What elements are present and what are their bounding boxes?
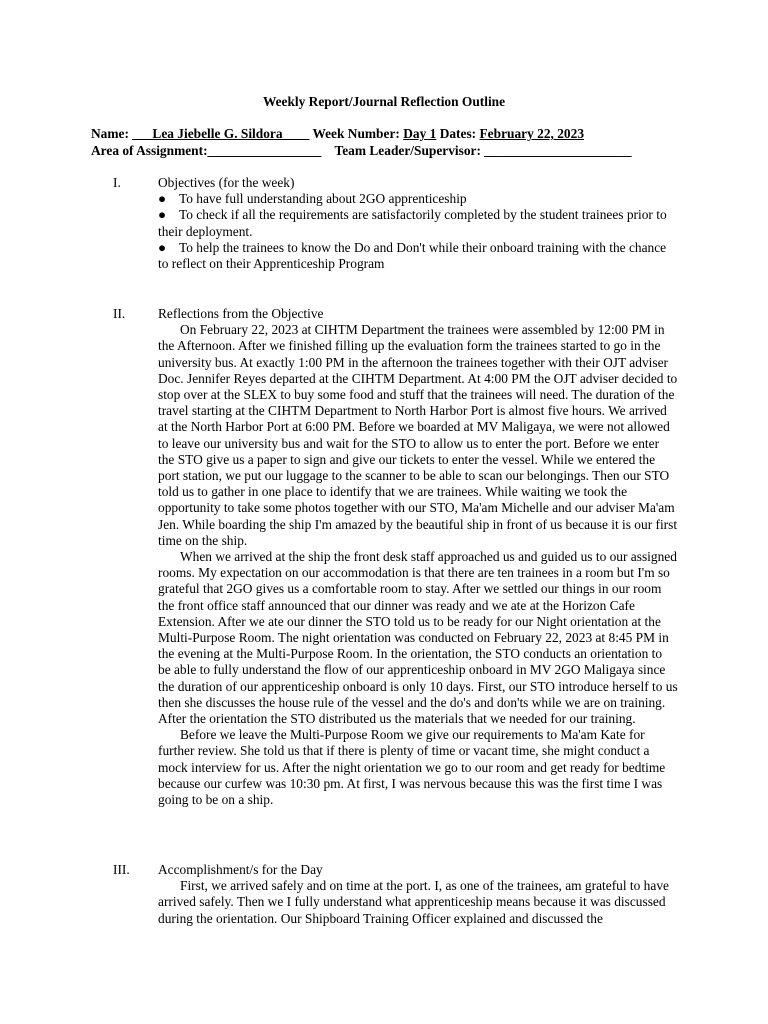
section-2-number: II. (113, 306, 126, 321)
name-value: ___Lea Jiebelle G. Sildora____ (132, 126, 310, 141)
paragraph: On February 22, 2023 at CIHTM Department the trainees were assembled by 12:00 PM in the Afternoon. After we finished filling up the evaluation form the trainees started to go in the university bus. At exactly 1:00 PM in the afternoon the trainees together with their OJT adviser Doc. Jennifer Reyes departed at the CIHTM Department. At 4:00 PM the OJT adviser decided to stop over at the SLEX to buy some food and stuff that the trainees will need. The duration of the travel starting at the CIHTM Department to North Harbor Port is almost five hours. We arrived at the North Harbor Port at 6:00 PM. Before we boarded at MV Maligaya, we were not allowed to leave our university bus and wait for the STO to allow us to enter the port. Before we enter the STO give us a paper to sign and give our tickets to enter the vessel. While we entered the port station, we put our luggage to the scanner to be able to scan our belongings. Then our STO told us to gather in one place to identify that we are trainees. While waiting we took the opportunity to take some photos together with our STO, Ma'am Michelle and our adviser Ma'am Jen. While boarding the ship I'm amazed by the beautiful ship in front of us because it is our first time on the ship. (158, 322, 678, 548)
section-3-heading: Accomplishment/s for the Day (158, 862, 323, 877)
name-label: Name: (91, 126, 129, 141)
section-1-heading: Objectives (for the week) (158, 175, 295, 190)
paragraph: Before we leave the Multi-Purpose Room we give our requirements to Ma'am Kate for further review. She told us that if there is plenty of time or vacant time, she might conduct a mock interview for us. After the night orientation we go to our room and get ready for bedtime because our curfew was 10:30 pm. At first, I was nervous because this was the first time I was going to be on a ship. (158, 727, 666, 808)
paragraph: When we arrived at the ship the front desk staff approached us and guided us to our assigned rooms. My expectation on our accommodation is that there are ten trainees in a room but I'm so grateful that 2GO gives us a comfortable room to stay. After we settled our things in our room the front office staff announced that our dinner was ready and we ate at the Horizon Cafe Extension. After we ate our dinner the STO told us to be ready for our Night orientation at the Multi-Purpose Room. The night orientation was conducted on February 22, 2023 at 8:45 PM in the evening at the Multi-Purpose Room. In the orientation, the STO conducts an orientation to be able to fully understand the flow of our apprenticeship onboard in MV 2GO Maligaya since the duration of our apprenticeship onboard is only 10 days. First, our STO introduce herself to us then she discusses the house rule of the vessel and the do's and don'ts while we are on training. After the orientation the STO distributed us the materials that we needed for our training. (158, 549, 678, 727)
dates-value: February 22, 2023 (479, 126, 585, 141)
paragraph: First, we arrived safely and on time at the port. I, as one of the trainees, am grateful to have arrived safely. Then we I fully understand what apprenticeship means because it was discussed during the orientation. Our Shipboard Training Officer explained and discussed the (158, 878, 669, 926)
list-item: ● To help the trainees to know the Do and Don't while their onboard training with the chance to reflect on their Apprenticeship Program (158, 239, 667, 272)
name-row (91, 126, 584, 142)
section-3-number: III. (113, 862, 130, 877)
section-2 (158, 306, 678, 808)
dates-label: Dates: (439, 126, 477, 141)
document-title: Weekly Report/Journal Reflection Outline (262, 94, 506, 109)
area-label: Area of Assignment:_________________ (91, 143, 322, 158)
section-1-number: I. (113, 175, 121, 190)
assignment-row (91, 143, 632, 159)
week-label: Week Number: (312, 126, 400, 141)
section-2-heading: Reflections from the Objective (158, 306, 324, 321)
list-item: ● To check if all the requirements are satisfactorily completed by the student trainees prior to their deployment. (158, 207, 667, 239)
section-1 (158, 175, 678, 272)
list-item: ● To have full understanding about 2GO apprenticeship (158, 191, 467, 207)
leader-label: Team Leader/Supervisor: ______________________ (334, 143, 632, 158)
week-value: Day 1 (403, 126, 437, 141)
section-3 (158, 862, 678, 927)
